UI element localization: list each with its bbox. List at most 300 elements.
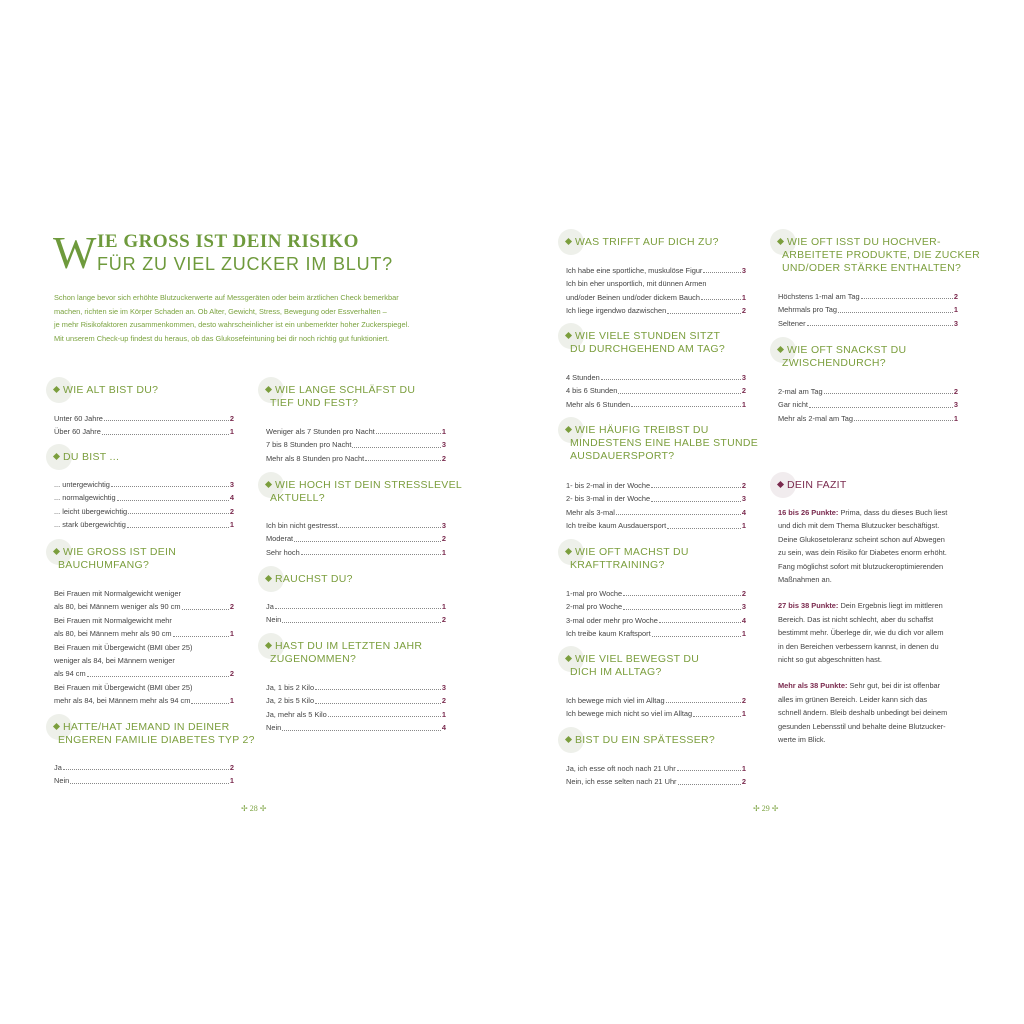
answer-points: 4 [229,493,234,503]
answer-label: Mehr als 6 Stunden [566,399,631,409]
answer-row [54,627,234,640]
answer-points: 2 [229,669,234,679]
question-title: KRAFTTRAINING? [570,559,665,571]
question-title: WIE HOCH IST DEIN STRESSLEVEL [275,479,463,491]
answer-points: 4 [741,507,746,517]
question-title: HAST DU IM LETZTEN JAHR [275,640,423,652]
answer-label: Ich bewege mich viel im Alltag [566,696,665,705]
answer-points: 3 [441,683,446,692]
answer-points: 2 [229,602,234,612]
page-subtitle: FÜR ZU VIEL ZUCKER IM BLUT? [97,254,393,274]
answer-row [566,384,746,397]
answer-label: Ja, ich esse oft noch nach 21 Uhr [566,764,676,773]
answer-row [566,627,746,640]
question-title: ZWISCHENDURCH? [782,357,886,369]
dot-leader [667,304,741,313]
fazit-line-text: Deine Glukosetoleranz scheint schon auf Abwegen [778,534,945,544]
question-title: DICH IM ALLTAG? [570,666,662,678]
dot-leader [282,721,441,730]
dot-leader [111,478,229,487]
answer-points: 1 [953,305,958,315]
answer-label: Sehr hoch [266,547,300,557]
answer-row [566,707,746,720]
fazit-heading [782,479,847,492]
dot-leader [677,762,741,771]
answer-label: Mehr als 3-mal [566,507,615,517]
answer-points: 2 [229,414,234,423]
answer-label: 2-mal pro Woche [566,602,623,612]
dot-leader [102,425,229,434]
answer-points: 2 [741,777,746,787]
answer-label: Gar nicht [778,400,808,410]
fazit-line-text: alles im grünen Bereich. Leider kann sich das [778,694,928,704]
answer-row [566,398,746,411]
fazit-title: DEIN FAZIT [787,479,847,491]
dot-leader [282,613,441,622]
dot-leader [182,600,229,609]
question-title: HATTE/HAT JEMAND IN DEINER [63,721,230,733]
answer-points: 4 [441,723,446,733]
question-heading [270,640,422,666]
fazit-line [778,533,974,546]
dot-leader [173,627,229,636]
fazit-line-text: in den Bereichen verbessern kannst, in denen du [778,641,939,651]
answer-points: 1 [229,776,234,786]
answer-points: 2 [741,589,746,598]
answer-row [566,264,746,277]
answer-row [778,303,958,316]
answer-list [566,264,746,318]
fazit-line-text: zu sein, was dein Risiko für Diabetes enorm erhöht. [778,548,947,558]
answer-row [566,614,746,627]
answer-row [778,385,958,398]
answer-label: Über 60 Jahre [54,427,101,437]
fazit-line [778,693,974,706]
answer-label: Nein [54,776,70,786]
answer-row [266,452,446,465]
answer-row [266,438,446,451]
dot-leader [659,614,741,623]
fazit-line-text: Bereich. Das ist nicht schlecht, aber du schaffst [778,614,934,624]
answer-label: 7 bis 8 Stunden pro Nacht [266,440,352,450]
answer-points: 2 [741,386,746,396]
fazit-line-text: Fang möglichst sofort mit blutzuckeroptimierenden [778,561,944,571]
answer-list [54,761,234,788]
fazit-line [778,679,974,692]
fazit-score-range: Mehr als 38 Punkte: [778,681,848,691]
fazit-score-range: 27 bis 38 Punkte: [778,601,839,611]
question-heading [270,573,353,586]
fazit-block [778,599,974,666]
answer-row [566,371,746,384]
fazit-line-text: gesunden Lebensstil und behalte deine Blutzucker- [778,721,946,731]
answer-label: ... stark übergewichtig [54,520,126,530]
answer-points: 2 [441,696,446,706]
question-title: WIE OFT ISST DU HOCHVER- [787,236,941,248]
page-title: IE GROSS IST DEIN RISIKO [97,231,359,252]
answer-row [778,290,958,303]
question-heading [270,384,415,410]
answer-row [54,587,234,600]
answer-points: 1 [741,709,746,719]
dot-leader [301,546,441,555]
intro-line: Mit unserem Check-up findest du heraus, ob das Glukosefeintuning bei dir noch richtig gut funktioniert. [54,333,390,343]
question-title: TIEF UND FEST? [270,397,359,409]
answer-row [266,532,446,545]
answer-label: als 80, bei Männern mehr als 90 cm [54,629,172,639]
answer-row [54,761,234,774]
answer-label: Mehrmals pro Tag [778,305,838,315]
answer-points: 1 [441,709,446,719]
dot-leader [838,303,953,312]
fazit-line-text: und dich mit dem Thema Blutzucker beschäftigst. [778,521,940,531]
answer-label: als 80, bei Männern weniger als 90 cm [54,602,181,612]
answer-row [566,519,746,532]
dot-leader [854,412,953,421]
answer-label: Ja, 2 bis 5 Kilo [266,696,315,706]
question-title: WAS TRIFFT AUF DICH ZU? [575,236,719,248]
fazit-line [778,546,974,559]
answer-points: 2 [741,696,746,705]
answer-label: als 94 cm [54,669,86,679]
question-title: AUSDAUERSPORT? [570,450,675,462]
dot-leader [365,452,441,461]
answer-points: 2 [441,615,446,625]
question-title: WIE VIELE STUNDEN SITZT [575,330,721,342]
fazit-line [778,560,974,573]
answer-row [266,708,446,721]
dot-leader [701,291,741,300]
question-title: DU BIST ... [63,451,120,463]
answer-row [566,587,746,600]
dot-leader [703,264,740,273]
answer-label: 3-mal oder mehr pro Woche [566,615,658,625]
answer-points: 1 [741,629,746,639]
fazit-line [778,640,974,653]
question-title: WIE VIEL BEWEGST DU [575,653,700,665]
dot-leader [667,519,741,528]
fazit-text [778,506,974,760]
answer-points: 3 [229,480,234,489]
answer-row [266,613,446,626]
answer-row [54,641,234,654]
dot-leader [693,707,741,716]
dot-leader [652,627,741,636]
answer-label: Ich liege irgendwo dazwischen [566,306,667,316]
question-title: WIE GROSS IST DEIN [63,546,177,558]
answer-list [54,412,234,439]
fazit-block [778,679,974,746]
answer-row [266,519,446,532]
answer-label: Nein [266,615,282,625]
answer-label: ... leicht übergewichtig [54,506,128,516]
answer-row [566,506,746,519]
answer-row [566,304,746,317]
answer-label: Unter 60 Jahre [54,414,103,423]
answer-points: 4 [741,615,746,625]
fazit-line [778,599,974,612]
answer-row [54,654,234,667]
answer-points: 3 [953,400,958,410]
answer-row [566,694,746,707]
answer-list [266,425,446,465]
answer-label: Ja [266,602,274,611]
answer-list [778,290,958,330]
answer-label: Höchstens 1-mal am Tag [778,292,860,301]
answer-label: Ja [54,763,62,772]
question-heading [58,721,255,747]
answer-list [54,587,234,708]
answer-points: 1 [741,292,746,302]
answer-row [54,774,234,787]
answer-label: und/oder Beinen und/oder dickem Bauch [566,292,700,302]
answer-list [266,600,446,627]
answer-label: weniger als 84, bei Männern weniger [54,656,175,666]
answer-points: 2 [441,453,446,463]
answer-label: Ich treibe kaum Kraftsport [566,629,651,639]
question-title: RAUCHST DU? [275,573,353,585]
answer-list [566,371,746,411]
dot-leader [315,681,441,690]
answer-label: Bei Frauen mit Normalgewicht mehr [54,615,172,625]
answer-points: 2 [229,506,234,516]
dot-leader [338,519,440,528]
dot-leader [601,371,741,380]
answer-row [54,667,234,680]
page-number-left: ✢ 28 ✢ [241,804,267,813]
dot-leader [128,505,229,514]
answer-row [266,721,446,734]
answer-points: 1 [441,547,446,557]
dot-leader [666,694,741,703]
fazit-score-range: 16 bis 26 Punkte: [778,508,839,517]
answer-label: Ich treibe kaum Ausdauersport [566,521,667,531]
dot-leader [678,775,741,784]
fazit-line-text: nicht so gut abgeschnitten hast. [778,655,882,665]
answer-points: 2 [741,481,746,490]
fazit-line [778,626,974,639]
answer-label: 1-mal pro Woche [566,589,623,598]
question-title: MINDESTENS EINE HALBE STUNDE [570,437,759,449]
question-heading [58,384,158,397]
answer-label: Seltener [778,318,806,328]
answer-label: Nein, ich esse selten nach 21 Uhr [566,777,677,787]
answer-label: Mehr als 2-mal am Tag [778,413,854,423]
answer-label: 2- bis 3-mal in der Woche [566,494,651,504]
question-heading [570,734,715,747]
dot-leader [275,600,441,609]
answer-points: 1 [229,696,234,706]
fazit-line-text: schnell ändern. Bleib deshalb unbedingt bei deinem [778,708,948,718]
answer-row [54,425,234,438]
fazit-line [778,720,974,733]
fazit-line [778,519,974,532]
answer-label: Ja, mehr als 5 Kilo [266,709,327,719]
answer-row [54,694,234,707]
answer-label: 2-mal am Tag [778,387,823,396]
answer-points: 3 [441,440,446,450]
question-title: ZUGENOMMEN? [270,653,357,665]
answer-row [778,317,958,330]
answer-list [54,478,234,532]
question-heading [270,479,462,505]
dot-leader [70,774,229,783]
question-title: BAUCHUMFANG? [58,559,150,571]
answer-row [54,505,234,518]
fazit-line-text: bestimmt mehr. Überlege dir, wie du dich vor allem [778,628,944,638]
answer-label: Bei Frauen mit Übergewicht (BMI über 25) [54,642,193,652]
question-heading [570,330,725,356]
page-number-right: ✢ 29 ✢ [753,804,779,813]
answer-row [54,478,234,491]
answer-points: 3 [441,521,446,530]
question-title: WIE ALT BIST DU? [63,384,159,396]
intro-text [54,291,454,345]
dot-leader [618,384,741,393]
answer-row [266,694,446,707]
dot-leader [117,491,229,500]
answer-row [566,762,746,775]
dot-leader [807,317,953,326]
answer-list [566,762,746,789]
question-heading [782,236,980,275]
answer-label: Mehr als 8 Stunden pro Nacht [266,453,365,463]
answer-label: Ich bin nicht gestresst [266,521,338,530]
dot-leader [87,667,229,676]
answer-label: mehr als 84, bei Männern mehr als 94 cm [54,696,191,706]
dot-leader [376,425,441,434]
answer-label: 4 bis 6 Stunden [566,386,618,396]
dot-leader [315,694,441,703]
dot-leader [191,694,228,703]
answer-points: 2 [953,292,958,301]
dot-leader [651,492,741,501]
intro-line: je mehr Risikofaktoren zusammenkommen, desto wahrscheinlicher ist ein unbemerkter hoher Zuckerspiegel. [54,320,410,329]
answer-label: ... untergewichtig [54,480,110,489]
dot-leader [63,761,229,770]
dot-leader [104,412,229,421]
question-heading [570,236,719,249]
dot-leader [651,479,741,488]
answer-label: ... normalgewichtig [54,493,116,503]
question-title: WIE OFT SNACKST DU [787,344,907,356]
question-title: ENGEREN FAMILIE DIABETES TYP 2? [58,734,255,746]
answer-row [266,425,446,438]
answer-label: Ja, 1 bis 2 Kilo [266,683,315,692]
answer-row [54,491,234,504]
answer-points: 2 [953,387,958,396]
question-heading [58,546,176,572]
answer-points: 1 [741,764,746,773]
answer-label: Moderat [266,534,294,544]
question-title: WIE OFT MACHST DU [575,546,689,558]
answer-points: 1 [953,413,958,423]
answer-points: 1 [441,427,446,436]
question-heading [58,451,119,464]
answer-row [566,479,746,492]
question-title: ARBEITETE PRODUKTE, DIE ZUCKER [782,249,981,261]
answer-row [54,614,234,627]
answer-row [54,518,234,531]
answer-label: Ich habe eine sportliche, muskulöse Figur [566,266,703,275]
answer-row [566,775,746,788]
answer-label: Bei Frauen mit Normalgewicht weniger [54,589,181,598]
fazit-line [778,573,974,586]
answer-points: 3 [741,373,746,382]
title-dropcap: W [53,227,97,278]
answer-row [266,681,446,694]
answer-label: Nein [266,723,282,733]
answer-list [266,681,446,735]
answer-label: 1- bis 2-mal in der Woche [566,481,651,490]
answer-row [54,681,234,694]
question-title: AKTUELL? [270,492,325,504]
answer-points: 1 [741,399,746,409]
fazit-line-text: Maßnahmen an. [778,575,832,585]
dot-leader [631,398,741,407]
answer-list [778,385,958,425]
answer-list [566,694,746,721]
answer-row [566,291,746,304]
answer-points: 1 [741,521,746,531]
fazit-line [778,706,974,719]
answer-points: 3 [953,318,958,328]
question-heading [570,546,689,572]
answer-label: Ich bewege mich nicht so viel im Alltag [566,709,693,719]
fazit-line [778,733,974,746]
answer-points: 3 [741,602,746,612]
dot-leader [616,506,741,515]
intro-line: Schon lange bevor sich erhöhte Blutzuckerwerte auf Messgeräten oder beim ärztlichen Check bemerkbar [54,293,399,302]
fazit-line-text: Dein Ergebnis liegt im mittleren [838,601,943,611]
dot-leader [623,587,741,596]
dot-leader [809,398,953,407]
dot-leader [294,532,441,541]
answer-list [566,479,746,533]
question-title: DU DURCHGEHEND AM TAG? [570,343,725,355]
answer-row [778,398,958,411]
answer-row [778,412,958,425]
fazit-line [778,613,974,626]
question-title: WIE LANGE SCHLÄFST DU [275,384,416,396]
dot-leader [623,600,741,609]
answer-row [54,600,234,613]
fazit-line-text: Prima, dass du dieses Buch liest [838,508,948,517]
answer-list [266,519,446,559]
answer-row [566,277,746,290]
dot-leader [127,518,229,527]
answer-row [566,492,746,505]
question-heading [570,424,758,463]
dot-leader [352,438,440,447]
fazit-line [778,653,974,666]
answer-label: Weniger als 7 Stunden pro Nacht [266,427,375,436]
question-heading [570,653,699,679]
question-heading [782,344,906,370]
fazit-block [778,506,974,586]
answer-points: 1 [441,602,446,611]
answer-label: 4 Stunden [566,373,600,382]
answer-row [266,600,446,613]
answer-row [566,600,746,613]
answer-points: 2 [229,763,234,772]
dot-leader [824,385,953,394]
answer-label: Bei Frauen mit Übergewicht (BMI über 25) [54,682,193,692]
question-title: UND/ODER STÄRKE ENTHALTEN? [782,262,962,274]
answer-points: 1 [229,629,234,639]
answer-label: Ich bin eher unsportlich, mit dünnen Armen [566,279,707,289]
answer-points: 1 [229,520,234,530]
